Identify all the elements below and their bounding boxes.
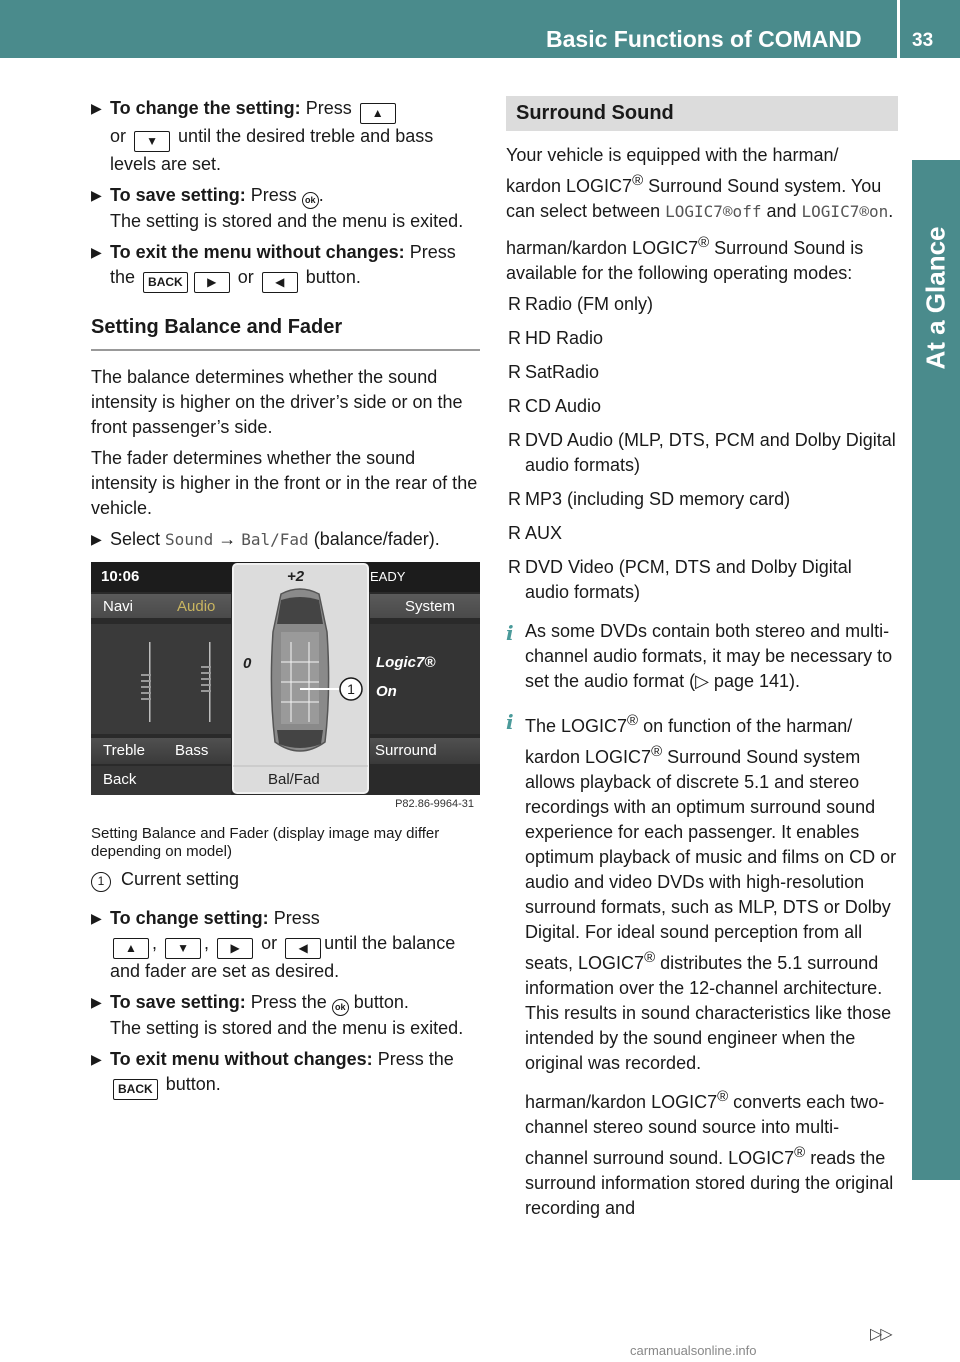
step-text: button. xyxy=(353,992,409,1012)
menu-item-balfad: Bal/Fad xyxy=(241,530,309,549)
menu-item-logic7-on: LOGIC7®on xyxy=(801,202,889,221)
info-text: Surround Sound system allows playback of discrete 5.1 and stereo recordings with an optimum surround sound experience for each passenger. It enables optimum playback of music and films on CD or audio and video DVDs with high-resolution surround formats, such as MLP, DTS or Dolby Digital. For ideal sound perception from all seats, LOGIC7 xyxy=(525,747,897,973)
bullet-marker: R xyxy=(508,294,521,314)
step-exit-balance xyxy=(91,1047,480,1100)
legend-text: Current setting xyxy=(121,869,240,889)
step-text: , xyxy=(204,933,210,953)
info-icon: i xyxy=(506,710,514,734)
display-area xyxy=(91,562,480,795)
step-text: or xyxy=(237,267,254,287)
bullet-marker: R xyxy=(508,396,521,416)
bullet-marker: R xyxy=(508,362,521,382)
mode-text: AUX xyxy=(525,523,563,543)
comand-display-screenshot xyxy=(91,562,480,817)
intro-text: and xyxy=(766,201,797,221)
right-column xyxy=(506,96,898,1229)
step-text: button. xyxy=(305,267,361,287)
info-text: distributes the 5.1 surround information over the 12-channel architecture. This results in sound characteristics like those intended by the sound engineer when the original was recorded. xyxy=(525,953,892,1073)
step-text: Select xyxy=(110,529,161,549)
mode-text: DVD Video (PCM, DTS and Dolby Digital audio formats) xyxy=(525,557,852,602)
logic7-label[interactable]: Logic7® xyxy=(376,654,436,671)
back-key-icon: BACK xyxy=(113,1079,158,1100)
registered-mark: ® xyxy=(627,712,639,729)
list-item xyxy=(506,428,898,478)
step-label: To exit menu without changes: xyxy=(110,1049,373,1069)
step-text: or xyxy=(110,126,127,146)
mode-text: CD Audio xyxy=(525,396,602,416)
availability-text: Surround Sound is available for the following operating modes: xyxy=(506,238,864,283)
figure-caption: Setting Balance and Fader (display image may differ depending on model) xyxy=(91,825,440,860)
registered-mark: ® xyxy=(794,1144,806,1161)
fader-paragraph: The fader determines whether the sound intensity is higher in the front or in the rear of the vehicle. xyxy=(91,448,478,518)
info-paragraph xyxy=(525,708,898,1076)
right-key-icon: ▶ xyxy=(194,272,230,293)
operating-modes-list xyxy=(506,292,898,605)
step-text: Press the xyxy=(110,242,456,287)
step-text: button. xyxy=(165,1074,221,1094)
balfad-button[interactable]: Bal/Fad xyxy=(268,771,320,788)
display-graphic xyxy=(91,562,480,795)
step-arrow-icon: ▶ xyxy=(91,1051,102,1067)
status-time: 10:06 xyxy=(101,568,140,585)
menu-item-logic7-off: LOGIC7®off xyxy=(665,202,762,221)
step-text: The setting is stored and the menu is exited. xyxy=(110,211,464,231)
info-icon: i xyxy=(506,621,514,645)
figure-legend xyxy=(91,867,480,892)
registered-mark: ® xyxy=(698,234,710,251)
step-text: (balance/fader). xyxy=(313,529,440,549)
header-separator xyxy=(897,0,900,58)
step-text: Press xyxy=(305,98,352,118)
step-label: To save setting: xyxy=(110,185,246,205)
up-key-icon: ▲ xyxy=(113,938,149,959)
status-text: EADY xyxy=(370,569,406,584)
list-item xyxy=(506,394,898,419)
step-text: Press the xyxy=(377,1049,454,1069)
left-key-icon: ◀ xyxy=(285,938,321,959)
step-label: To save setting: xyxy=(110,992,246,1012)
back-button[interactable]: Back xyxy=(103,771,137,788)
registered-mark: ® xyxy=(717,1088,729,1105)
watermark: carmanualsonline.info xyxy=(630,1343,757,1358)
bass-button[interactable]: Bass xyxy=(175,742,209,759)
image-reference: P82.86-9964-31 xyxy=(395,798,474,810)
mode-text: MP3 (including SD memory card) xyxy=(525,489,791,509)
step-label: To change setting: xyxy=(110,908,269,928)
surround-availability xyxy=(506,230,898,286)
step-change-setting xyxy=(91,96,480,177)
mode-text: DVD Audio (MLP, DTS, PCM and Dolby Digital audio formats) xyxy=(525,430,896,475)
list-item xyxy=(506,292,898,317)
surround-intro xyxy=(506,143,898,224)
bullet-marker: R xyxy=(508,489,521,509)
step-select-balfad xyxy=(91,527,480,552)
step-text: . xyxy=(318,185,324,205)
down-key-icon: ▼ xyxy=(134,131,170,152)
fader-value: +2 xyxy=(287,568,305,585)
step-text: until the desired treble and bass levels are set. xyxy=(110,126,434,174)
legend-number: 1 xyxy=(91,872,111,892)
step-text: Press the xyxy=(250,992,327,1012)
continue-arrows-icon: ▷▷ xyxy=(870,1326,891,1343)
list-item xyxy=(506,555,898,605)
step-text: or xyxy=(261,933,278,953)
menu-item-sound: Sound xyxy=(165,530,214,549)
back-key-icon: BACK xyxy=(143,272,188,293)
mode-text: SatRadio xyxy=(525,362,600,382)
callout-marker: 1 xyxy=(347,681,355,697)
ok-button-icon: ok xyxy=(332,999,349,1016)
side-tab-label: At a Glance xyxy=(920,226,951,370)
info-text: As some DVDs contain both stereo and multi-channel audio formats, it may be necessary to set the audio format (▷ page 141). xyxy=(525,621,893,691)
step-text: , xyxy=(152,933,158,953)
section-heading: Surround Sound xyxy=(506,96,898,131)
info-text: The LOGIC7 xyxy=(525,716,628,736)
intro-text: Surround Sound system. You can select between xyxy=(506,176,882,221)
step-exit-menu xyxy=(91,240,480,293)
list-item xyxy=(506,487,898,512)
ok-button-icon: ok xyxy=(302,192,319,209)
step-arrow-icon: ▶ xyxy=(91,100,102,116)
section-heading: Setting Balance and Fader xyxy=(91,315,480,351)
page-header-title: Basic Functions of COMAND xyxy=(546,26,862,52)
surround-button[interactable]: Surround xyxy=(375,742,437,759)
list-item xyxy=(506,521,898,546)
step-arrow-icon: ▶ xyxy=(91,244,102,260)
step-text: Press xyxy=(273,908,320,928)
info-text: reads the surround information stored during the original recording and xyxy=(525,1148,894,1218)
list-item xyxy=(506,360,898,385)
left-column xyxy=(91,96,480,1106)
bullet-marker: R xyxy=(508,430,521,450)
up-key-icon: ▲ xyxy=(360,103,396,124)
intro-text: . xyxy=(888,201,894,221)
mode-text: HD Radio xyxy=(525,328,604,348)
info-note-dvd xyxy=(506,619,898,694)
step-text: until the balance and fader are set as desired. xyxy=(110,933,456,981)
registered-mark: ® xyxy=(651,743,663,760)
info-note-logic7 xyxy=(506,708,898,1221)
registered-mark: ® xyxy=(644,949,656,966)
page-number: 33 xyxy=(912,30,934,51)
bullet-marker: R xyxy=(508,328,521,348)
bullet-marker: R xyxy=(508,523,521,543)
info-text: on function of the harman/ kardon LOGIC7 xyxy=(525,716,853,767)
step-save-balance xyxy=(91,990,480,1041)
step-label: To change the setting: xyxy=(110,98,301,118)
intro-text: Your vehicle is equipped with the harman/ kardon LOGIC7 xyxy=(506,145,839,196)
balance-paragraph: The balance determines whether the sound intensity is higher on the driver’s side or on the front passenger’s side. xyxy=(91,367,463,437)
step-arrow-icon: ▶ xyxy=(91,531,102,547)
tab-system[interactable]: System xyxy=(405,598,456,615)
step-text: The setting is stored and the menu is exited. xyxy=(110,1018,464,1038)
tab-audio[interactable]: Audio xyxy=(177,598,216,615)
step-label: To exit the menu without changes: xyxy=(110,242,405,262)
tab-navi[interactable]: Navi xyxy=(103,598,134,615)
info-text: converts each two-channel stereo sound source into multi-channel surround sound. LOGIC7 xyxy=(525,1092,885,1168)
mode-text: Radio (FM only) xyxy=(525,294,654,314)
step-arrow-icon: ▶ xyxy=(91,187,102,203)
balance-value: 0 xyxy=(243,655,252,672)
treble-button[interactable]: Treble xyxy=(103,742,145,759)
registered-mark: ® xyxy=(632,172,644,189)
info-text: harman/kardon LOGIC7 xyxy=(525,1092,718,1112)
menu-arrow: → xyxy=(218,529,237,549)
bullet-marker: R xyxy=(508,557,521,577)
step-arrow-icon: ▶ xyxy=(91,910,102,926)
down-key-icon: ▼ xyxy=(165,938,201,959)
list-item xyxy=(506,326,898,351)
availability-text: harman/kardon LOGIC7 xyxy=(506,238,699,258)
step-change-balance xyxy=(91,906,480,984)
left-key-icon: ◀ xyxy=(262,272,298,293)
right-key-icon: ▶ xyxy=(217,938,253,959)
step-save-setting xyxy=(91,183,480,234)
step-arrow-icon: ▶ xyxy=(91,994,102,1010)
step-text: Press xyxy=(250,185,297,205)
logic7-value[interactable]: On xyxy=(376,683,397,700)
info-paragraph xyxy=(525,1084,898,1221)
